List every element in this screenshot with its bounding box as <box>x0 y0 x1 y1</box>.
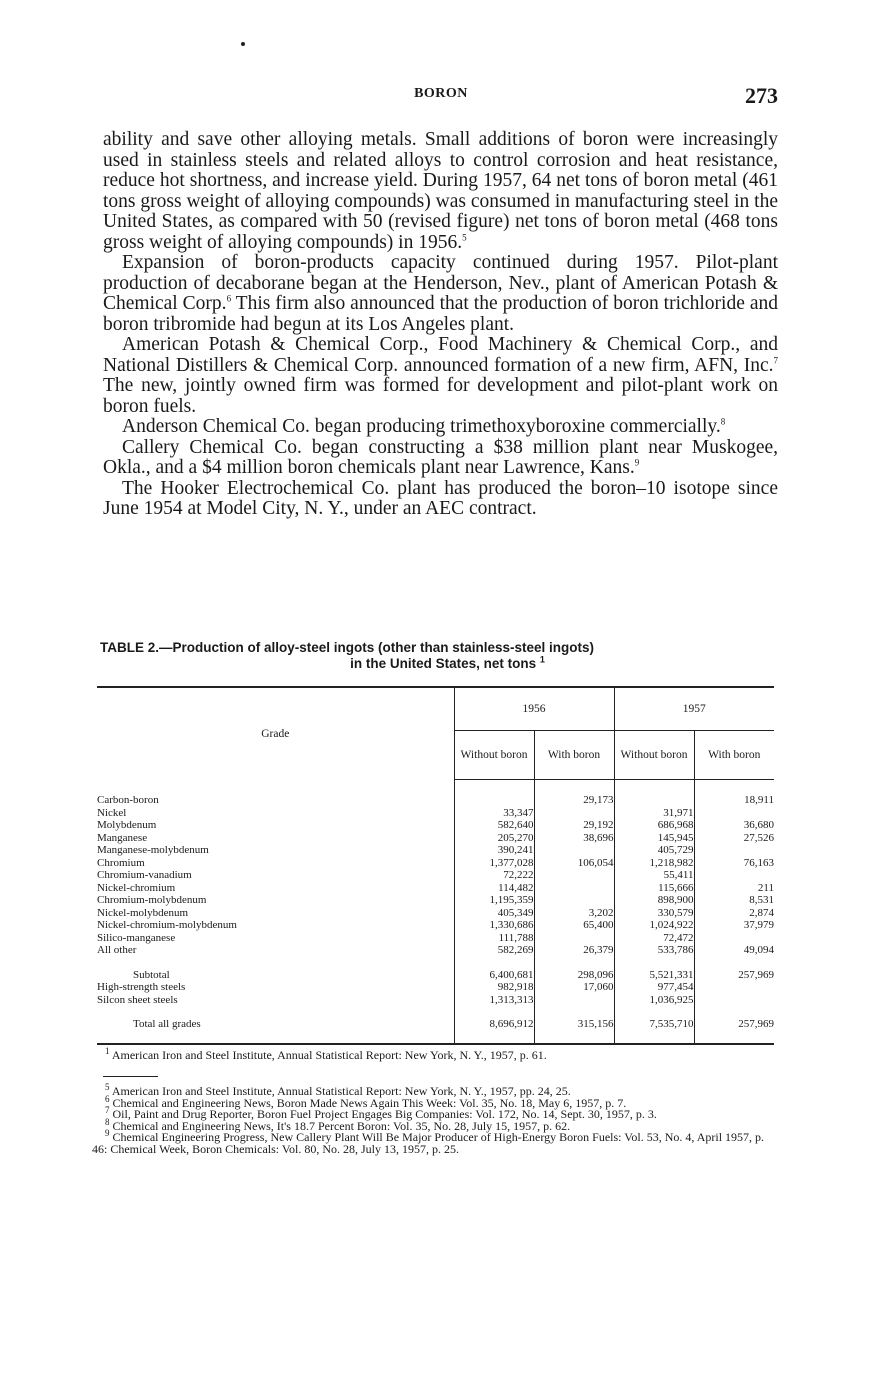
value-cell: 38,696 <box>534 832 614 845</box>
value-cell <box>534 882 614 895</box>
year-header-1956: 1956 <box>454 687 614 731</box>
value-cell: 2,874 <box>749 906 774 919</box>
table-row <box>97 907 774 920</box>
page-number: 273 <box>745 83 778 108</box>
value-cell: 405,729 <box>614 844 694 857</box>
value-cell <box>694 981 774 994</box>
grade-cell: Chromium-vanadium <box>97 869 454 882</box>
scan-speck <box>241 42 245 46</box>
value-cell: 49,094 <box>743 944 774 956</box>
value-cell: 18,911 <box>744 794 774 806</box>
value-cell: 686,968 <box>614 819 694 832</box>
col-without-boron-1957: Without boron <box>614 731 694 780</box>
grade-cell: Manganese <box>97 832 454 845</box>
spacer-row <box>97 957 774 969</box>
footnote: $^5$ American Iron and Steel Institute, Annual Statistical Report: New York, N. Y., 1957, pp. 24, 25. <box>105 1082 571 1098</box>
value-cell: 27,526 <box>743 831 774 844</box>
value-cell <box>694 994 774 1007</box>
value-cell: 76,163 <box>743 856 774 869</box>
value-cell: 37,979 <box>743 919 774 931</box>
value-cell <box>694 807 774 820</box>
table-row <box>97 869 774 882</box>
value-cell: 17,060 <box>534 981 614 994</box>
value-cell: 106,054 <box>534 857 614 870</box>
value-cell: 29,192 <box>534 819 614 832</box>
value-cell: 582,640 <box>454 819 534 832</box>
subtotal-row <box>97 969 774 982</box>
value-cell: 36,680 <box>743 819 774 831</box>
col-without-boron-1956: Without boron <box>454 731 534 780</box>
table-row <box>97 981 774 994</box>
grade-cell: Nickel-chromium <box>97 882 454 895</box>
value-cell <box>454 794 534 807</box>
table-row <box>97 919 774 932</box>
year-header-1957: 1957 <box>614 687 774 731</box>
value-cell: 1,218,982 <box>614 857 694 870</box>
paragraph: The Hooker Electrochemical Co. plant has produced the boron–10 isotope since June 1954 at Model City, N. Y., under an AEC contract. <box>103 477 778 519</box>
spacer-row <box>97 1031 774 1044</box>
value-cell <box>534 844 614 857</box>
footnote: $^8$ Chemical and Engineering News, It's 18.7 Percent Boron: Vol. 35, No. 28, July 15, 1957, p. 62. <box>105 1116 571 1133</box>
table-row <box>97 857 774 870</box>
value-cell <box>534 894 614 907</box>
value-cell <box>694 844 774 857</box>
value-cell: 533,786 <box>614 944 694 957</box>
table-row <box>97 844 774 857</box>
value-cell: 257,969 <box>738 968 774 981</box>
running-header: BORON <box>414 86 468 101</box>
value-cell: 982,918 <box>454 981 534 994</box>
footnote: $^6$ Chemical and Engineering News, Boron Made News Again This Week: Vol. 35, No. 18, May 6, 1957, p. 7. <box>105 1093 627 1110</box>
table-row <box>97 819 774 832</box>
value-cell: 65,400 <box>534 919 614 932</box>
footnote: $^9$ Chemical Engineering Progress, New Callery Plant Will Be Major Producer of High-Energy Boron Fuels: Vol. 53, No. 4, April 1957, p. 46: Chemical Week, Boron Chemicals: Vol. 80, No. 28, July 13, 1957, p. 25. <box>92 1128 765 1156</box>
value-cell: 111,788 <box>454 932 534 945</box>
value-cell: 6,400,681 <box>454 969 534 982</box>
value-cell: 211 <box>757 881 774 894</box>
table-row <box>97 932 774 945</box>
grade-cell: Carbon-boron <box>97 794 454 807</box>
paragraph: ability and save other alloying metals. Small additions of boron were increasingly used in stainless steels and related alloys to control corrosion and heat resistance, reduce hot shortness, and increase yield. During 1957, 64 net tons of boron metal (461 tons gross weight of alloying compounds) was consumed in manufacturing steel in the United States, as compared with 50 (revised figure) net tons of boron metal (468 tons gross weight of alloying compounds) in 1956.$^5$ <box>103 129 778 253</box>
grade-cell: Total all grades <box>97 1018 454 1031</box>
paragraph: Anderson Chemical Co. began producing trimethoxyboroxine commercially.$^8$ <box>122 416 726 437</box>
value-cell: 1,330,686 <box>454 919 534 932</box>
col-with-boron-1956: With boron <box>534 731 614 780</box>
value-cell <box>694 932 774 945</box>
paragraph: Expansion of boron-products capacity continued during 1957. Pilot-plant production of decaborane began at the Henderson, Nev., plant of American Potash & Chemical Corp.$^6$ This firm also announced that the production of boron trichloride and boron tribromide had begun at its Los Angeles plant. <box>103 252 778 335</box>
body-text <box>103 130 778 520</box>
value-cell: 115,666 <box>614 882 694 895</box>
grade-cell: Subtotal <box>97 969 454 982</box>
footnote: $^7$ Oil, Paint and Drug Reporter, Boron Fuel Project Engages Big Companies: Vol. 172, No. 14, Sept. 30, 1957, p. 3. <box>105 1105 657 1121</box>
value-cell: 3,202 <box>534 907 614 920</box>
value-cell: 582,269 <box>454 944 534 957</box>
value-cell: 29,173 <box>534 794 614 807</box>
value-cell: 315,156 <box>534 1018 614 1031</box>
value-cell: 1,313,313 <box>454 994 534 1007</box>
table-caption: TABLE 2.—Production of alloy-steel ingots (other than stainless-steel ingots) in the United States, net tons $^1$ <box>100 640 595 671</box>
value-cell <box>534 932 614 945</box>
value-cell: 405,349 <box>454 907 534 920</box>
value-cell <box>534 807 614 820</box>
grade-cell: Silcon sheet steels <box>97 994 454 1007</box>
grade-cell: Molybdenum <box>97 819 454 832</box>
value-cell: 5,521,331 <box>614 969 694 982</box>
value-cell: 298,096 <box>534 969 614 982</box>
footnote-rule <box>103 1076 158 1077</box>
grade-cell: Manganese-molybdenum <box>97 844 454 857</box>
table-row <box>97 944 774 957</box>
table-footnote: $^1$ American Iron and Steel Institute, Annual Statistical Report: New York, N. Y., 1957, p. 61. <box>105 1046 547 1062</box>
grade-cell: Nickel <box>97 807 454 820</box>
grade-cell: Nickel-molybdenum <box>97 907 454 920</box>
paragraph: American Potash & Chemical Corp., Food Machinery & Chemical Corp., and National Distillers & Chemical Corp. announced formation of a new firm, AFN, Inc.$^7$ The new, jointly owned firm was formed for development and pilot-plant work on boron fuels. <box>103 334 778 417</box>
value-cell: 26,379 <box>534 944 614 957</box>
value-cell <box>694 869 774 882</box>
table-row <box>97 894 774 907</box>
grade-cell: Silico-manganese <box>97 932 454 945</box>
value-cell: 8,531 <box>749 894 774 906</box>
value-cell: 1,036,925 <box>614 994 694 1007</box>
total-row <box>97 1018 774 1031</box>
value-cell: 1,377,028 <box>454 857 534 870</box>
value-cell: 145,945 <box>614 832 694 845</box>
value-cell: 8,696,912 <box>454 1018 534 1031</box>
value-cell: 257,969 <box>738 1018 774 1030</box>
spacer-row <box>97 1006 774 1018</box>
value-cell: 330,579 <box>614 907 694 920</box>
footnotes <box>92 1082 772 1156</box>
value-cell: 114,482 <box>454 882 534 895</box>
value-cell: 55,411 <box>614 869 694 882</box>
value-cell: 1,024,922 <box>614 919 694 932</box>
grade-cell: Chromium-molybdenum <box>97 894 454 907</box>
grade-cell: High-strength steels <box>97 981 454 994</box>
table-row <box>97 994 774 1007</box>
value-cell: 1,195,359 <box>454 894 534 907</box>
value-cell: 7,535,710 <box>614 1018 694 1031</box>
grade-cell: Nickel-chromium-molybdenum <box>97 919 454 932</box>
table-row <box>97 794 774 807</box>
value-cell: 390,241 <box>454 844 534 857</box>
value-cell: 31,971 <box>614 807 694 820</box>
col-with-boron-1957: With boron <box>694 731 774 780</box>
grade-header: Grade <box>97 687 454 780</box>
grade-cell: Chromium <box>97 857 454 870</box>
table-row <box>97 807 774 820</box>
value-cell <box>534 869 614 882</box>
value-cell: 72,222 <box>454 869 534 882</box>
table-row <box>97 882 774 895</box>
value-cell <box>614 794 694 807</box>
value-cell: 72,472 <box>614 932 694 945</box>
paragraph: Callery Chemical Co. began constructing a $38 million plant near Muskogee, Okla., and a $4 million boron chemicals plant near Lawrence, Kans.$^9$ <box>103 436 778 478</box>
spacer-row <box>97 780 774 795</box>
value-cell: 898,900 <box>614 894 694 907</box>
production-table <box>97 686 774 1045</box>
value-cell <box>534 994 614 1007</box>
value-cell: 33,347 <box>454 807 534 820</box>
value-cell: 205,270 <box>454 832 534 845</box>
grade-cell: All other <box>97 944 454 957</box>
value-cell: 977,454 <box>614 981 694 994</box>
table-row <box>97 832 774 845</box>
